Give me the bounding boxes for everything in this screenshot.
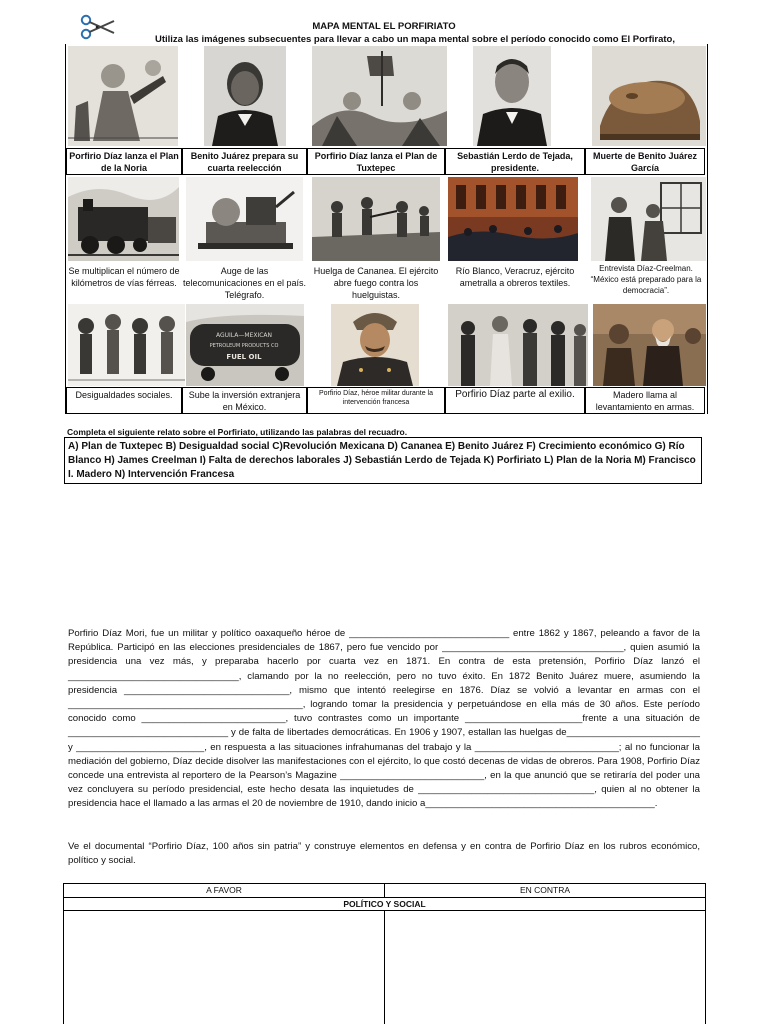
table-divider-top bbox=[384, 884, 385, 897]
table-divider bbox=[384, 911, 385, 1024]
creelman-interview-image bbox=[591, 177, 706, 261]
word-bank-box: A) Plan de Tuxtepec B) Desigualdad social C)Revolución Mexicana D) Cananea E) Benito Juárez F) Crecimiento económico G) Río Blanco H) James Creelman I) Falta de derechos laborales J) Sebastián Lerdo de Tejada K) Porfiriato L) Plan de la Noria M) Francisco I. Madero N) Intervención Francesa bbox=[64, 437, 702, 484]
column-header-contra: EN CONTRA bbox=[519, 885, 571, 895]
caption-plan-noria: Porfirio Díaz lanza el Plan de la Noria bbox=[66, 148, 182, 175]
word-bank-instruction: Completa el siguiente relato sobre el Porfiriato, utilizando las palabras del recuadro. bbox=[67, 427, 408, 437]
madero-image bbox=[593, 304, 706, 386]
tank-car-line-3: FUEL OIL bbox=[226, 353, 262, 361]
death-mask-image bbox=[592, 46, 706, 146]
caption-exilio: Porfirio Díaz parte al exilio. bbox=[445, 387, 585, 414]
oil-tank-car-image bbox=[186, 304, 304, 386]
tank-car-line-1: AGUILA—MEXICAN bbox=[215, 332, 273, 339]
calaveras-image bbox=[68, 304, 185, 386]
caption-inversion-extranjera: Sube la inversión extranjera en México. bbox=[182, 387, 307, 414]
caption-juarez-reeleccion: Benito Juárez prepara su cuarta reelección bbox=[182, 148, 307, 175]
caption-muerte-juarez: Muerte de Benito Juárez García bbox=[585, 148, 705, 175]
juarez-portrait-image bbox=[204, 46, 286, 146]
caption-rio-blanco: Río Blanco, Veracruz, ejército ametralla a obreros textiles. bbox=[445, 264, 585, 302]
lerdo-portrait-image bbox=[473, 46, 551, 146]
caption-cananea: Huelga de Cananea. El ejército abre fuego contra los huelguistas. bbox=[309, 264, 443, 302]
caption-plan-tuxtepec: Porfirio Díaz lanza el Plan de Tuxtepec bbox=[307, 148, 445, 175]
caption-heroe-militar: Porfirio Díaz, héroe militar durante la intervención francesa bbox=[307, 387, 445, 414]
caption-vias-ferreas: Se multiplican el número de kilómetros de vías férreas. bbox=[66, 264, 182, 302]
worksheet-instruction: Utiliza las imágenes subsecuentes para llevar a cabo un mapa mental sobre el período conocido como El Porfirato, bbox=[154, 34, 675, 45]
worksheet-title: MAPA MENTAL EL PORFIRIATO bbox=[312, 21, 456, 32]
telegraph-image bbox=[186, 177, 303, 261]
documentary-instruction: Ve el documental “Porfirio Díaz, 100 años sin patria” y construye elementos en defensa y en contra de Porfirio Díaz en los rubros económico, político y social. bbox=[68, 841, 700, 867]
tank-car-line-2: PETROLEUM PRODUCTS CO bbox=[209, 343, 279, 349]
story-fill-in-text: Porfirio Díaz Mori, fue un militar y político oaxaqueño héroe de ______________________________ entre 1862 y 1867, peleando a favor de la República. Participó en las elecciones presidenciales de 1867, pero fue vencido por __________________________________, quien asumió la presidencia una vez más, y preparaba hacerlo por cuarta vez en 1871. En contra de esta pretensión, Porfirio Díaz lanzó el ________________________________, clamando por la no reelección, pero no tuvo éxito. En 1872 Benito Juárez muere, asumiendo la presidencia _______________________________, mismo que intentó reelegirse en 1876. Díaz se volvió a levantar en armas con el ____________________________________________, logrando tomar la presidencia y perpetuándose en ella más de 30 años. Este período conocido como ___________________________, tuvo contrastes como un importante ______________________frente a una situación de ______________________________ y de falta de libertades democráticas. En 1906 y 1907, estallan las huelgas de_________________________ y ________________________, en respuesta a las situaciones infrahumanas del trabajo y la ___________________________; al no funcionar la mediación del gobierno, Díaz decide disolver las manifestaciones con el ejército, lo que costó decenas de vidas de obreros. Para 1908, Porfirio Díaz concede una entrevista al reportero de la Pearson’s Magazine ___________________________, en la que anunció que se retiraría del poder una vez concluyera su período presidencial, este hecho desata las inquietudes de _________________________________, quien al no obtener la presidencia hace el llamado a las armas el 20 de noviembre de 1910, dando inicio a___________________________________________. bbox=[68, 628, 700, 810]
section-header-politico-social: POLÍTICO Y SOCIAL bbox=[64, 897, 705, 911]
diaz-military-portrait-image bbox=[331, 304, 419, 386]
caricature-image bbox=[68, 46, 178, 146]
caption-madero: Madero llama al levantamiento en armas. bbox=[585, 387, 705, 414]
caption-desigualdades: Desigualdades sociales. bbox=[66, 387, 182, 414]
column-header-favor: A FAVOR bbox=[206, 885, 242, 895]
caption-telegrafo: Auge de las telecomunicaciones en el país. Telégrafo. bbox=[182, 266, 307, 300]
caption-creelman: Entrevista Díaz-Creelman. “México está preparado para la democracia”. bbox=[588, 262, 704, 300]
allegory-image bbox=[312, 46, 447, 146]
caption-lerdo-presidente: Sebastián Lerdo de Tejada, presidente. bbox=[445, 148, 585, 175]
rio-blanco-image bbox=[448, 177, 578, 261]
cananea-strike-image bbox=[312, 177, 440, 261]
exile-image bbox=[448, 304, 588, 386]
evaluation-table bbox=[63, 883, 706, 1024]
train-image bbox=[68, 177, 179, 261]
